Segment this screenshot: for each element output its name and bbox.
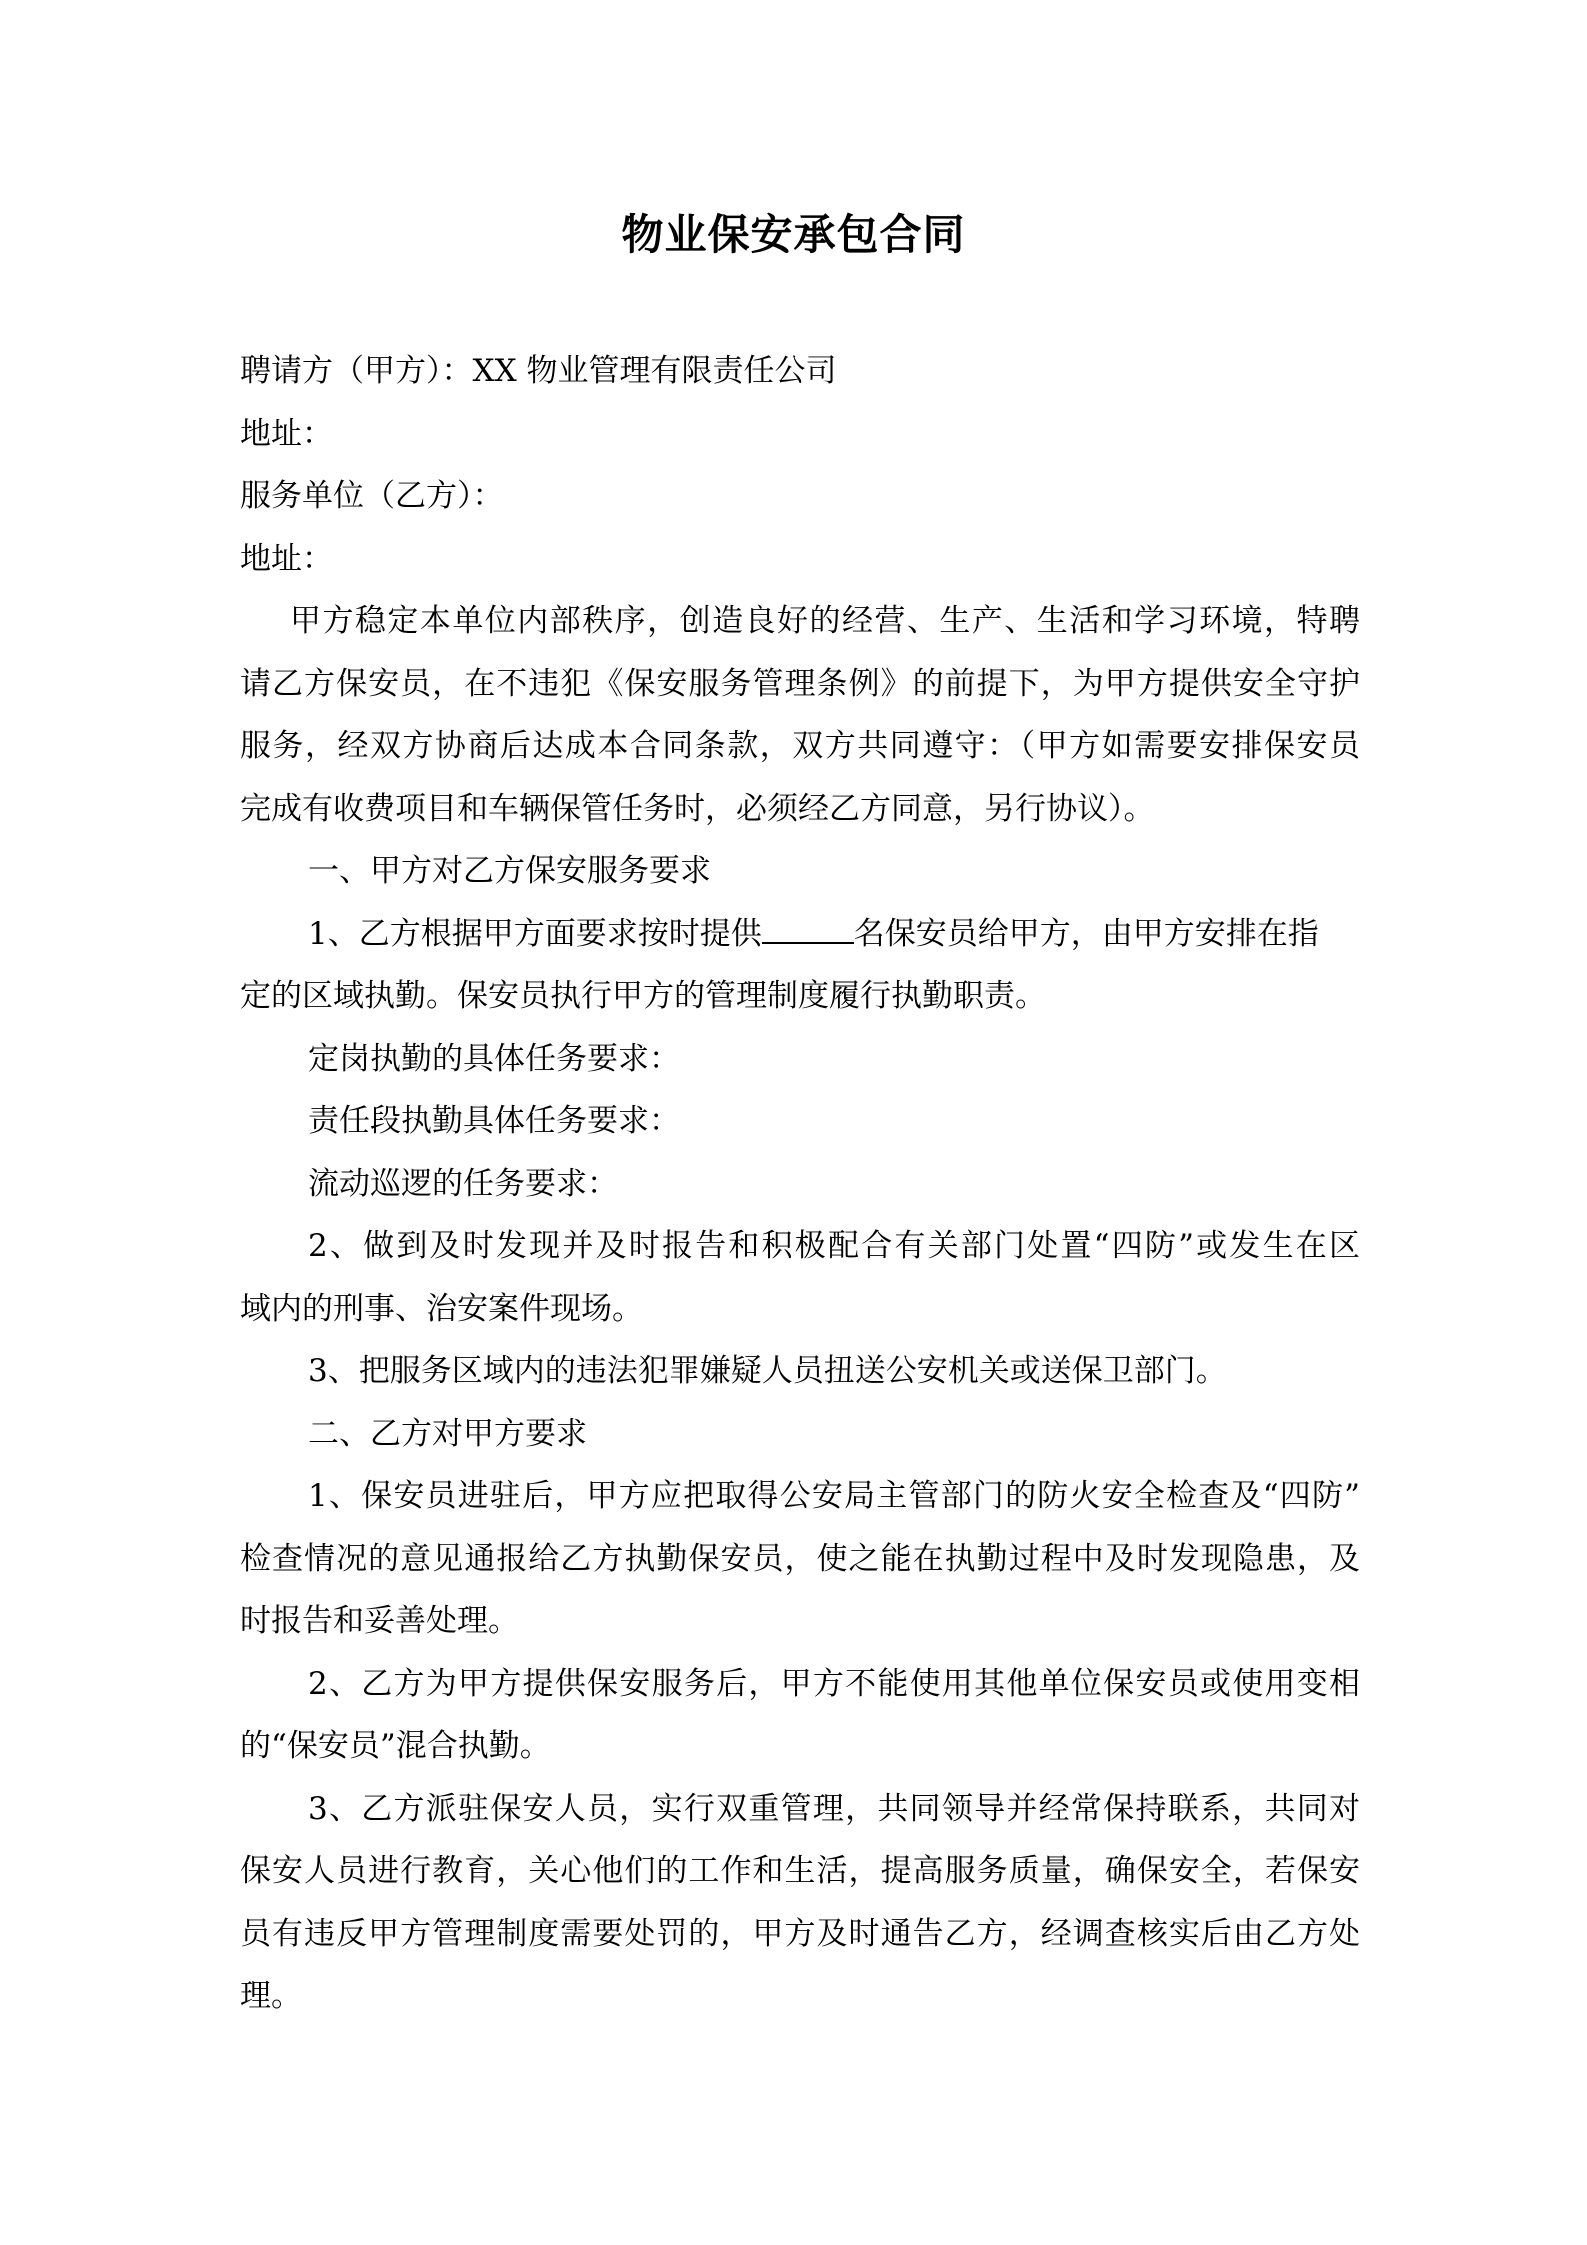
section1-item3: 3、把服务区域内的违法犯罪嫌疑人员扭送公安机关或送保卫部门。 xyxy=(308,1353,1227,1389)
headcount-blank xyxy=(762,914,854,944)
patrol-requirement: 流动巡逻的任务要求： xyxy=(308,1165,618,1202)
intro-line: 甲方稳定本单位内部秩序，创造良好的经营、生产、生活和学习环境，特聘 xyxy=(290,603,1360,639)
intro-line: 请乙方保安员，在不违犯《保安服务管理条例》的前提下，为甲方提供安全守护 xyxy=(240,665,1360,702)
section2-item2-line: 的“保安员”混合执勤。 xyxy=(240,1728,551,1764)
section2-item1-line: 1、保安员进驻后，甲方应把取得公安局主管部门的防火安全检查及“四防” xyxy=(308,1478,1360,1514)
item1-text-after: 名保安员给甲方，由甲方安排在指 xyxy=(853,915,1319,952)
item1-text-before: 1、乙方根据甲方面要求按时提供 xyxy=(308,915,762,952)
party-b-address: 地址： xyxy=(240,540,333,577)
section1-item2-line2: 域内的刑事、治安案件现场。 xyxy=(240,1290,643,1327)
document-title: 物业保安承包合同 xyxy=(621,210,966,259)
party-a-address: 地址： xyxy=(240,415,333,452)
section2-heading: 二、乙方对甲方要求 xyxy=(308,1415,587,1452)
party-b-line: 服务单位（乙方）： xyxy=(240,478,504,514)
section-duty-requirement: 责任段执勤具体任务要求： xyxy=(308,1103,680,1139)
section1-heading: 一、甲方对乙方保安服务要求 xyxy=(308,853,711,889)
section2-item3-line: 理。 xyxy=(240,1978,302,2014)
section2-item3-line: 员有违反甲方管理制度需要处罚的，甲方及时通告乙方，经调查核实后由乙方处 xyxy=(240,1915,1360,1952)
party-a-line: 聘请方（甲方）：XX 物业管理有限责任公司 xyxy=(240,353,837,389)
section1-item1-line2: 定的区域执勤。保安员执行甲方的管理制度履行执勤职责。 xyxy=(240,978,1046,1014)
section2-item3-line: 保安人员进行教育，关心他们的工作和生活，提高服务质量，确保安全，若保安 xyxy=(240,1853,1360,1889)
section1-item2-line1: 2、做到及时发现并及时报告和积极配合有关部门处置“四防”或发生在区 xyxy=(308,1228,1360,1264)
section2-item1-line: 检查情况的意见通报给乙方执勤保安员，使之能在执勤过程中及时发现隐患，及 xyxy=(240,1540,1360,1577)
section2-item3-line: 3、乙方派驻保安人员，实行双重管理，共同领导并经常保持联系，共同对 xyxy=(308,1790,1360,1827)
document-body xyxy=(240,340,1360,2028)
section2-item1-line: 时报告和妥善处理。 xyxy=(240,1603,519,1639)
fixed-post-requirement: 定岗执勤的具体任务要求： xyxy=(308,1040,680,1077)
section1-item1-line1 xyxy=(240,903,1360,966)
section2-item2-line: 2、乙方为甲方提供保安服务后，甲方不能使用其他单位保安员或使用变相 xyxy=(308,1665,1360,1702)
intro-line: 完成有收费项目和车辆保管任务时，必须经乙方同意，另行协议）。 xyxy=(240,790,1155,827)
intro-line: 服务，经双方协商后达成本合同条款，双方共同遵守：（甲方如需要安排保安员 xyxy=(240,728,1360,764)
